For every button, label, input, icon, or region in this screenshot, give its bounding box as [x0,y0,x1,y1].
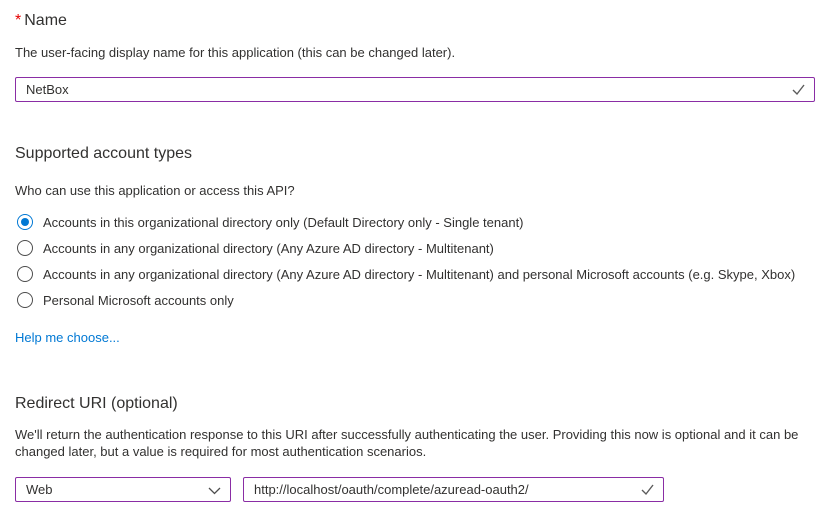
help-me-choose-link[interactable]: Help me choose... [15,330,120,345]
platform-select-dropdown[interactable] [15,477,231,502]
radio-option-multitenant-personal[interactable] [15,261,815,287]
account-types-title: Supported account types [15,145,193,162]
radio-button-icon[interactable] [17,292,33,308]
radio-option-label: Accounts in this organizational directory only (Default Directory only - Single tenant) [43,214,524,230]
name-section-title [15,12,815,29]
name-description: The user-facing display name for this application (this can be changed later). [15,45,456,60]
platform-selected-value: Web [26,482,53,497]
name-section-title-text: Name [24,12,67,29]
name-input-container [15,77,815,102]
radio-button-icon[interactable] [17,266,33,282]
radio-button-icon[interactable] [17,240,33,256]
radio-button-icon[interactable] [17,214,33,230]
name-input[interactable] [15,77,815,102]
radio-option-single-tenant[interactable] [15,209,815,235]
radio-option-label: Accounts in any organizational directory (Any Azure AD directory - Multitenant) [43,240,494,256]
radio-option-personal-only[interactable] [15,287,815,313]
redirect-uri-input-container [243,477,664,502]
account-types-question: Who can use this application or access this API? [15,183,295,198]
chevron-down-icon [208,485,221,496]
radio-option-label: Accounts in any organizational directory (Any Azure AD directory - Multitenant) and personal Microsoft accounts (e.g. Skype, Xbox) [43,266,796,282]
redirect-uri-controls [15,477,815,502]
account-types-section [15,145,815,347]
redirect-uri-input[interactable] [243,477,664,502]
required-asterisk: * [15,12,22,29]
redirect-uri-title: Redirect URI (optional) [15,395,178,412]
radio-option-label: Personal Microsoft accounts only [43,292,234,308]
redirect-uri-section [15,395,815,502]
redirect-uri-description: We'll return the authentication response to this URI after successfully authenticating the user. Providing this now is optional and it can be changed later, but a value is required for most authentication scenarios. [15,427,799,459]
account-types-radio-group [15,209,815,313]
radio-option-multitenant[interactable] [15,235,815,261]
